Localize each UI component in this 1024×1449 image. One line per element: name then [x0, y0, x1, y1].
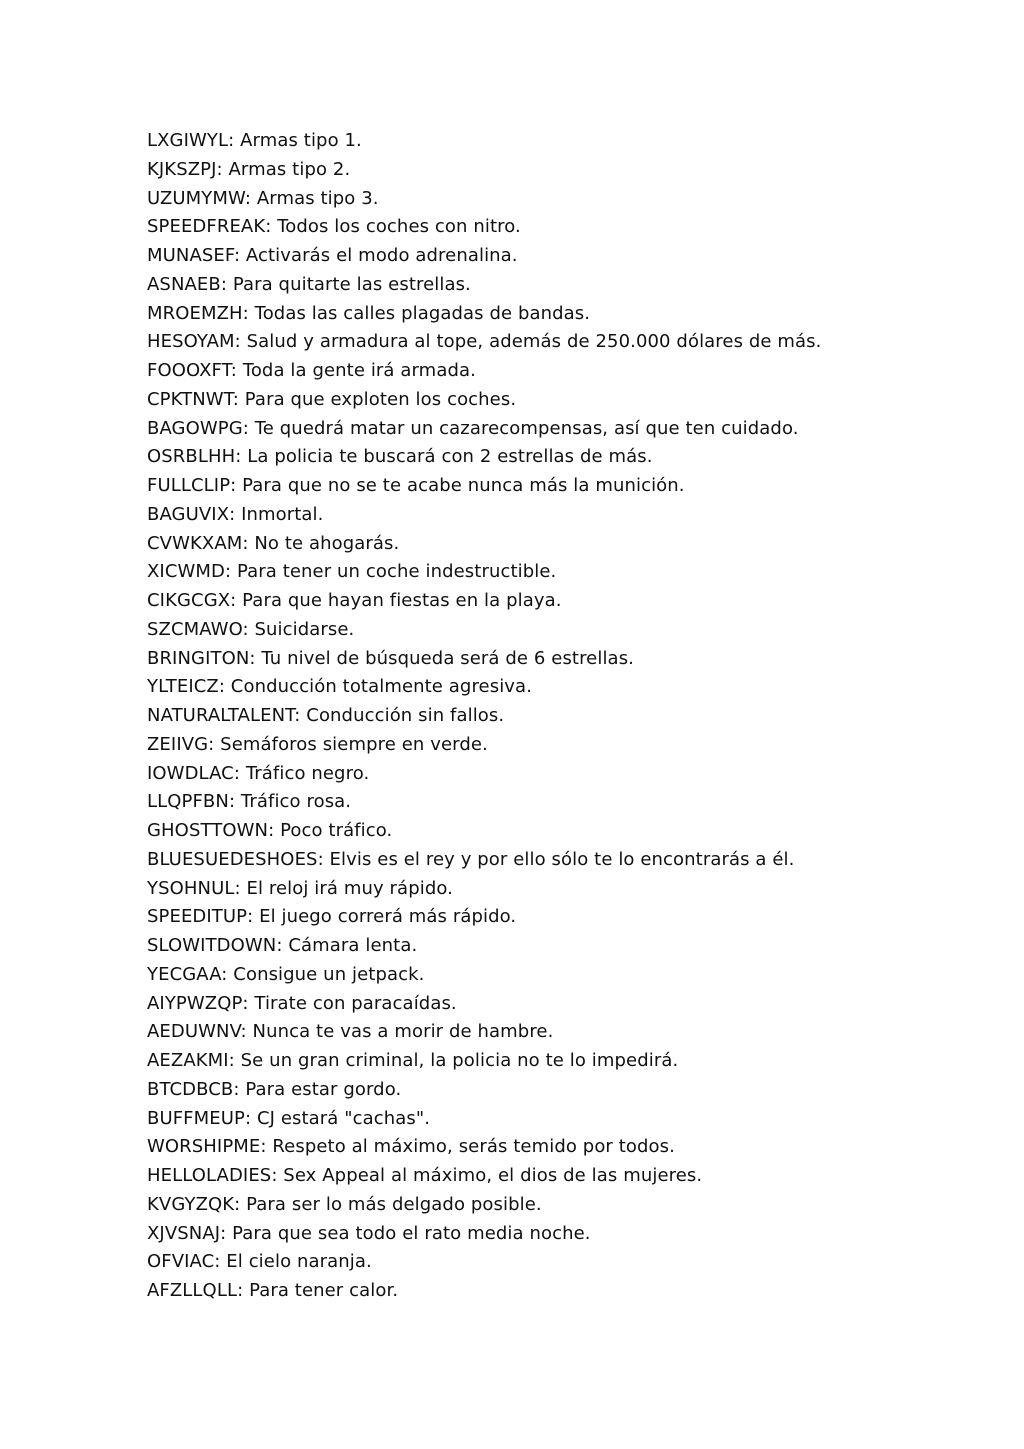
cheat-line: XICWMD: Para tener un coche indestructible.	[147, 561, 557, 583]
cheat-line: SLOWITDOWN: Cámara lenta.	[147, 935, 418, 956]
cheat-line: AFZLLQLL: Para tener calor.	[147, 1280, 399, 1301]
cheat-line: MROEMZH: Todas las calles plagadas de bandas.	[147, 302, 591, 324]
cheat-line: HESOYAM: Salud y armadura al tope, además de 250.000 dólares de más.	[147, 331, 822, 353]
cheat-line: AIYPWZQP: Tirate con paracaídas.	[147, 992, 457, 1014]
cheat-line: FULLCLIP: Para que no se te acabe nunca más la munición.	[147, 475, 685, 496]
cheat-line: XJVSNAJ: Para que sea todo el rato media noche.	[147, 1222, 591, 1244]
cheat-line: YECGAA: Consigue un jetpack.	[147, 963, 425, 985]
cheat-line: CIKGCGX: Para que hayan fiestas en la playa.	[147, 590, 562, 611]
cheat-line: KVGYZQK: Para ser lo más delgado posible.	[147, 1193, 542, 1215]
cheat-line: BLUESUEDESHOES: Elvis es el rey y por ello sólo te lo encontrarás a él.	[147, 848, 795, 870]
cheat-line: BTCDBCB: Para estar gordo.	[147, 1078, 402, 1100]
cheat-line: BAGUVIX: Inmortal.	[147, 503, 324, 525]
cheat-line: HELLOLADIES: Sex Appeal al máximo, el dios de las mujeres.	[147, 1165, 703, 1186]
cheat-line: BRINGITON: Tu nivel de búsqueda será de 6 estrellas.	[147, 647, 634, 669]
cheat-line: ZEIIVG: Semáforos siempre en verde.	[147, 733, 488, 755]
cheat-line: KJKSZPJ: Armas tipo 2.	[147, 158, 351, 180]
cheat-line: GHOSTTOWN: Poco tráfico.	[147, 820, 393, 841]
cheat-line: LLQPFBN: Tráfico rosa.	[147, 791, 352, 813]
cheat-line: WORSHIPME: Respeto al máximo, serás temido por todos.	[147, 1136, 675, 1158]
cheat-line: LXGIWYL: Armas tipo 1.	[147, 130, 362, 151]
cheat-line: YSOHNUL: El reloj irá muy rápido.	[147, 877, 453, 899]
cheat-code-list	[147, 127, 967, 1306]
cheat-line: ASNAEB: Para quitarte las estrellas.	[147, 273, 471, 295]
cheat-line: BUFFMEUP: CJ estará "cachas".	[147, 1107, 431, 1129]
cheat-line: IOWDLAC: Tráfico negro.	[147, 762, 370, 784]
cheat-line: OFVIAC: El cielo naranja.	[147, 1251, 372, 1273]
cheat-line: SZCMAWO: Suicidarse.	[147, 618, 355, 640]
cheat-line: UZUMYMW: Armas tipo 3.	[147, 187, 379, 209]
cheat-line: OSRBLHH: La policia te buscará con 2 estrellas de más.	[147, 446, 653, 468]
cheat-line: CVWKXAM: No te ahogarás.	[147, 532, 400, 554]
cheat-line: MUNASEF: Activarás el modo adrenalina.	[147, 245, 518, 266]
cheat-line: NATURALTALENT: Conducción sin fallos.	[147, 705, 505, 726]
cheat-line: AEDUWNV: Nunca te vas a morir de hambre.	[147, 1021, 554, 1043]
cheat-line: FOOOXFT: Toda la gente irá armada.	[147, 360, 476, 381]
cheat-line: SPEEDFREAK: Todos los coches con nitro.	[147, 216, 521, 238]
cheat-line: SPEEDITUP: El juego correrá más rápido.	[147, 906, 517, 928]
cheat-line: AEZAKMI: Se un gran criminal, la policia no te lo impedirá.	[147, 1050, 679, 1071]
cheat-line: BAGOWPG: Te quedrá matar un cazarecompensas, así que ten cuidado.	[147, 417, 799, 439]
cheat-line: YLTEICZ: Conducción totalmente agresiva.	[147, 676, 533, 698]
cheat-line: CPKTNWT: Para que exploten los coches.	[147, 388, 517, 410]
